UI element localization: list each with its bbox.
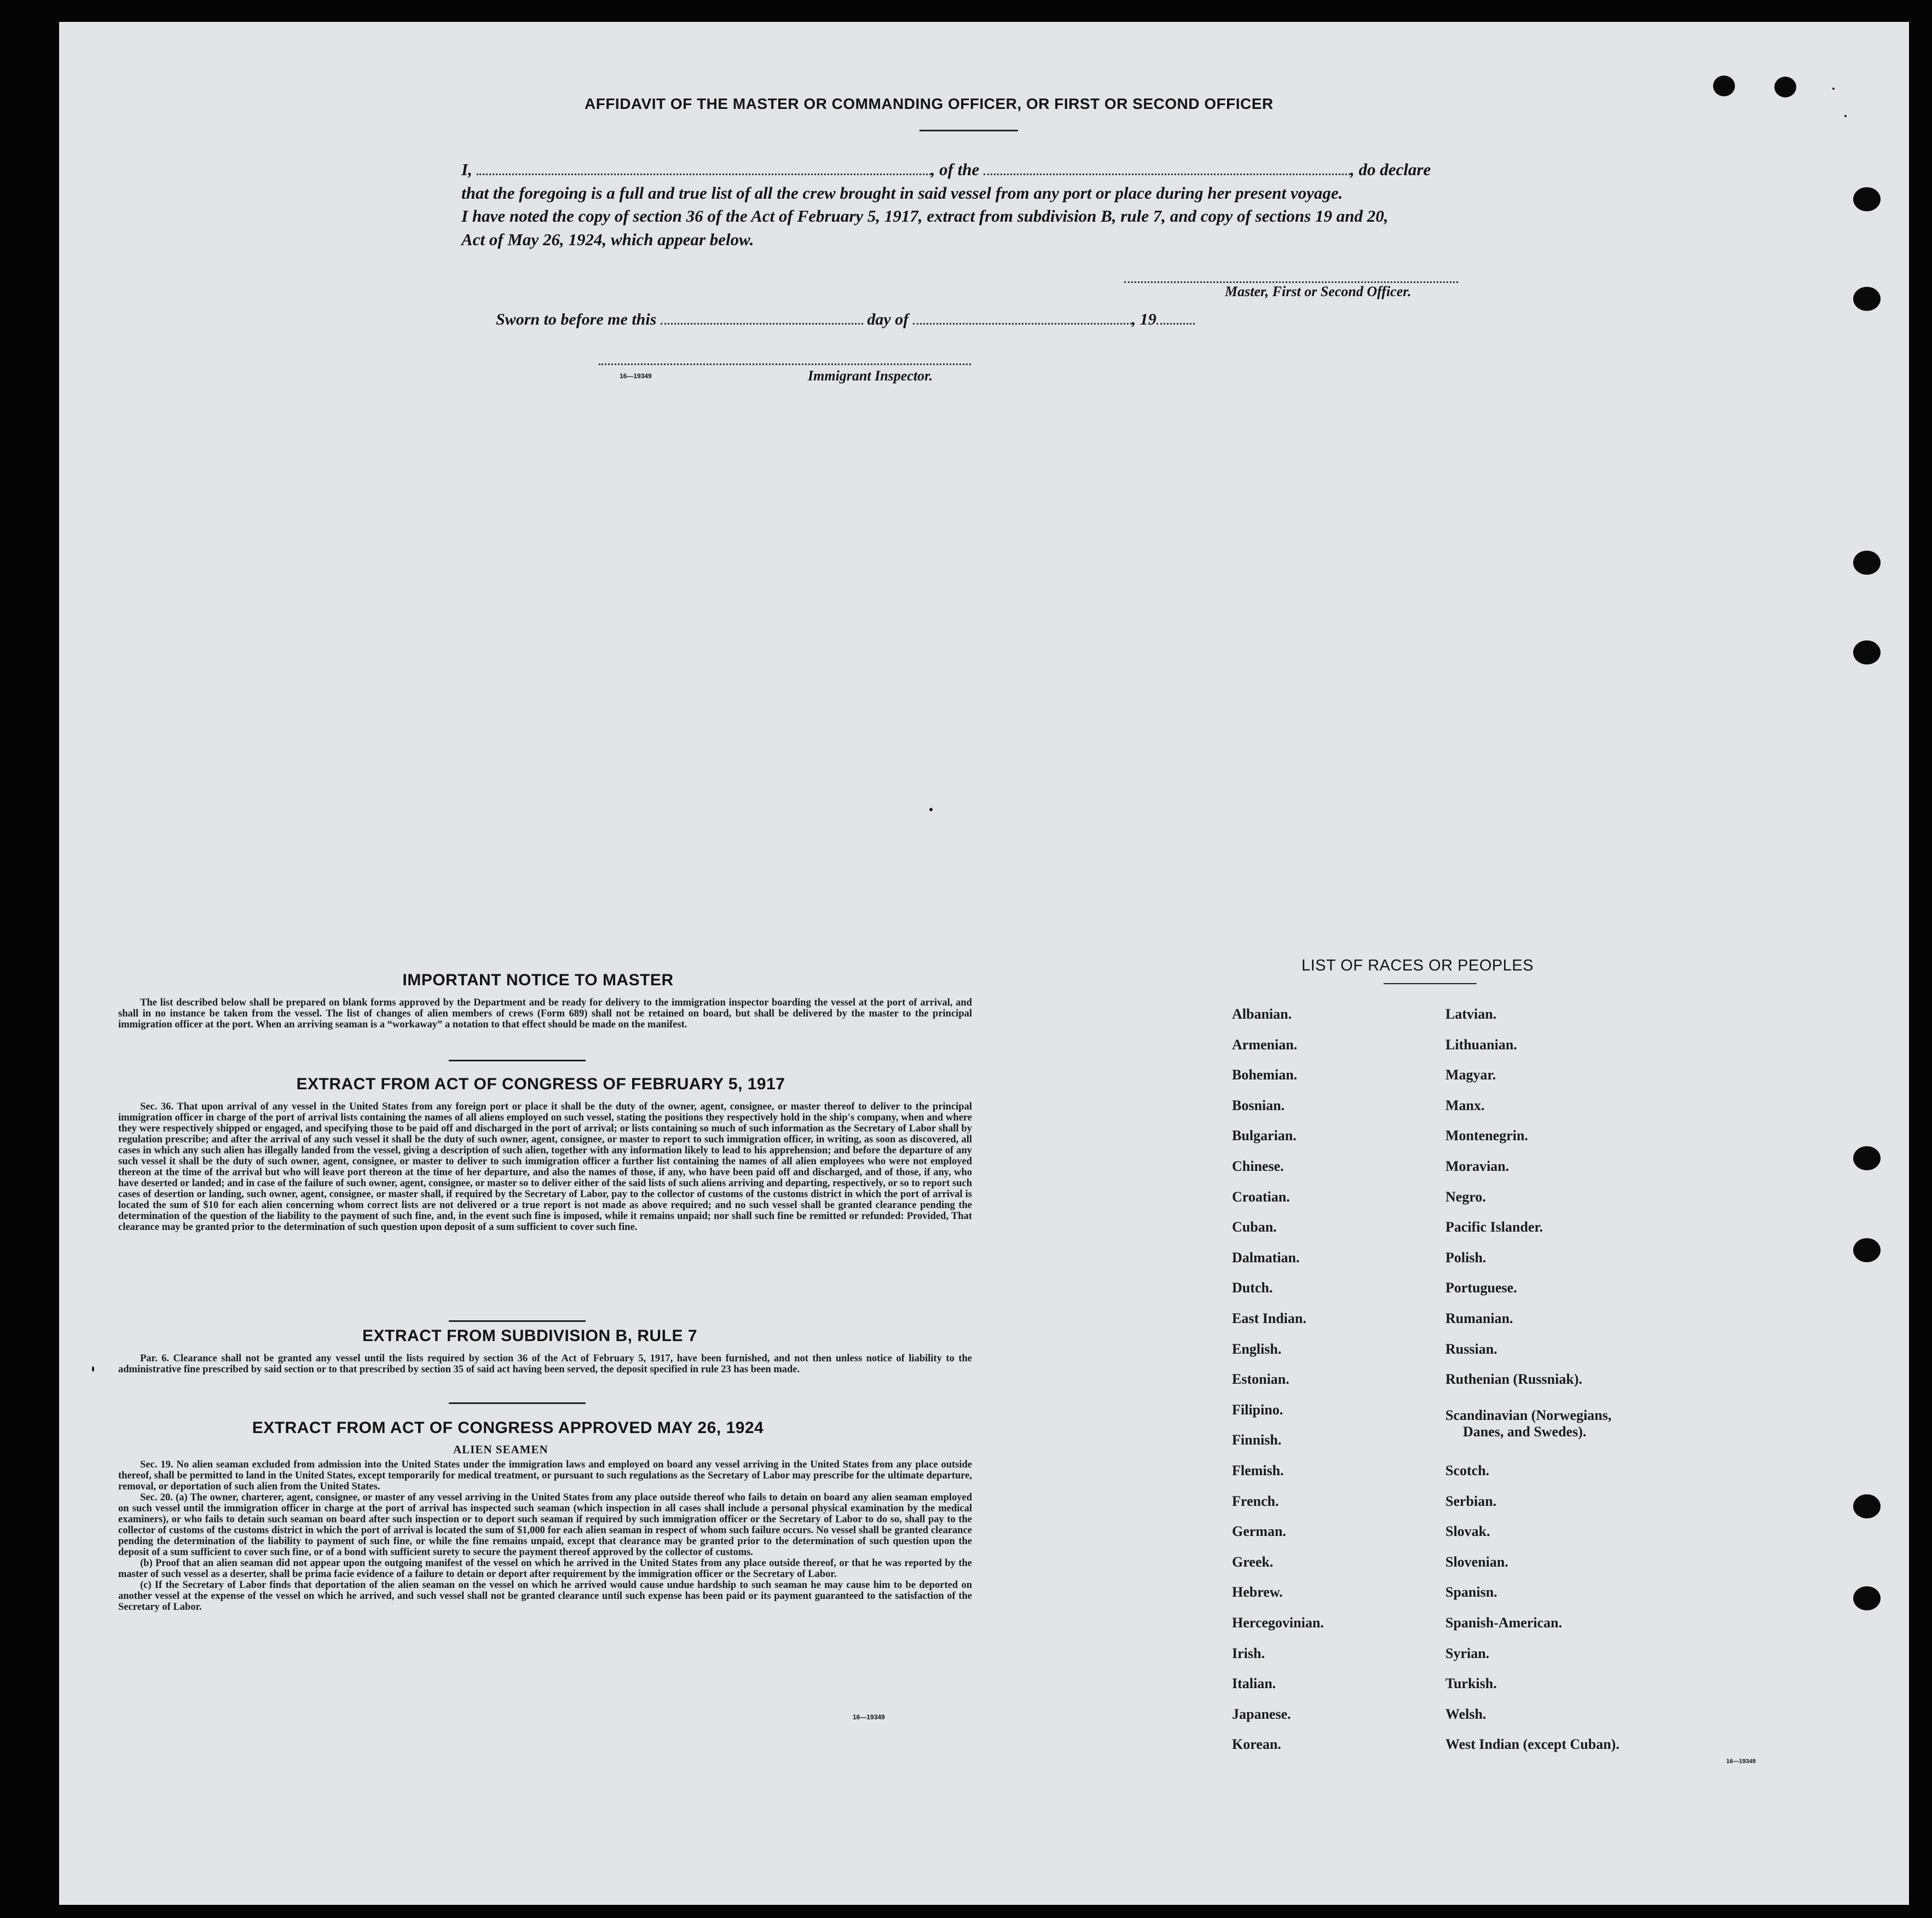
vessel-blank[interactable] — [984, 161, 1350, 175]
speck — [929, 808, 933, 811]
race-item: Portuguese. — [1445, 1280, 1517, 1296]
extract-form-number: 16—19349 — [853, 1713, 885, 1721]
binder-hole — [1853, 1146, 1881, 1170]
race-item: Lithuanian. — [1445, 1036, 1517, 1053]
notice-rule — [449, 1060, 586, 1061]
race-item: Russian. — [1445, 1341, 1497, 1357]
do-declare-label: , do declare — [1350, 160, 1431, 179]
race-item: Scotch. — [1445, 1463, 1490, 1478]
race-item: Syrian. — [1445, 1645, 1490, 1661]
race-item: Irish. — [1232, 1645, 1265, 1661]
binder-hole — [1853, 1238, 1881, 1262]
race-item: Finnish. — [1232, 1432, 1282, 1448]
race-item: Turkish. — [1445, 1676, 1497, 1692]
sec-20a-paragraph: Sec. 20. (a) The owner, charterer, agent, consignee, or master of any vessel arriving in the United States from any place outside thereof who fails to detain on board any alien seaman employed on such vessel until the immigration officer in charge at the port of arrival has inspected such seaman (which inspection in all cases shall include a personal physical examination by the medical examiners), or who fails to detain such seaman on board after such inspection or to deport such seaman if required by such immigration officer or the Secretary of Labor to do so, shall pay to the collector of customs of the customs district in which the port of arrival is located the sum of $1,000 for each alien seaman in respect of whom such failure occurs. No vessel shall be granted clearance pending the determination of the liability to payment of such fine, or while the fine remains unpaid, except that clearance may be granted prior to the determination of such question upon the deposit of a sum sufficient to cover such fine, or of a bond with sufficient surety to secure the payment thereof approved by the collector of customs. — [118, 1492, 972, 1558]
race-item: Hercegovinian. — [1232, 1615, 1324, 1631]
race-item: Manx. — [1445, 1097, 1485, 1113]
race-item: Korean. — [1232, 1736, 1281, 1753]
of-the-label: , of the — [930, 160, 980, 179]
race-item: Dutch. — [1232, 1280, 1273, 1296]
affidavit-line-3: I have noted the copy of section 36 of the Act of February 5, 1917, extract from subdivision B, rule 7, and copy of sections 19 and 20, — [461, 206, 1389, 226]
race-item: Hebrew. — [1232, 1584, 1283, 1601]
inspector-signature-line[interactable] — [599, 363, 971, 365]
speck — [1832, 88, 1835, 90]
race-item: Rumanian. — [1445, 1310, 1513, 1326]
sworn-month-blank[interactable] — [913, 311, 1132, 325]
race-item: Dalmatian. — [1232, 1249, 1300, 1266]
race-item: Pacific Islander. — [1445, 1219, 1543, 1235]
race-item: Filipino. — [1232, 1401, 1283, 1418]
race-item: Moravian. — [1445, 1158, 1509, 1174]
race-item: Greek. — [1232, 1553, 1274, 1570]
race-item: Armenian. — [1232, 1036, 1298, 1053]
race-item: Slovak. — [1445, 1523, 1490, 1540]
races-title: LIST OF RACES OR PEOPLES — [1302, 957, 1534, 974]
extract-1917-title: EXTRACT FROM ACT OF CONGRESS OF FEBRUARY 5, 1917 — [296, 1075, 785, 1093]
race-item: Estonian. — [1232, 1371, 1289, 1388]
sec-36-paragraph: Sec. 36. That upon arrival of any vessel in the United States from any foreign port or place it shall be the duty of the owner, agent, consignee, or master thereof to deliver to the principal immigration officer in charge of the port of arrival lists containing the names of all aliens employed on such vessel, stating the positions they respectively hold in the ship's company, when and where they were respectively shipped or engaged, and specifying those to be paid off and discharged in the port of arrival; or lists containing so much of such information as the Secretary of Labor shall by regulation prescribe; and after the arrival of any such vessel it shall be the duty of such owner, agent, consignee, or master to report to such immigration officer, in writing, as soon as discovered, all cases in which any such alien has illegally landed from the vessel, giving a description of such alien, together with any information likely to lead to his apprehension; and before the departure of any such vessel it shall be the duty of such owner, agent, consignee, or master to deliver to such immigration officer a further list containing the names of all alien employees who were not employed thereon at the time of the arrival but who will leave port thereon at the time of her departure, and also the names of those, if any, who have been paid off and discharged, and of those, if any, who have deserted or landed; and in case of the failure of such owner, agent, consignee, or master so to deliver either of the said lists of such aliens arriving and departing, respectively, or so to report such cases of desertion or landing, such owner, agent, consignee, or master shall, if required by the Secretary of Labor, pay to the collector of customs of the customs district in which the port of arrival is located the sum of $10 for each alien concerning whom correct lists are not delivered or a true report is not made as above required; and no such vessel shall be granted clearance pending the determination of the question of the liability to the payment of such fine, and, in the event such fine is imposed, while it remains unpaid; nor shall such fine be remitted or refunded: Provided, That clearance may be granted prior to the determination of such question upon deposit of a sum sufficient to cover such fine. — [118, 1101, 972, 1233]
race-item: Bosnian. — [1232, 1097, 1285, 1113]
binder-hole — [1774, 77, 1796, 97]
race-item: German. — [1232, 1523, 1286, 1540]
race-item: Spanish-American. — [1445, 1615, 1563, 1631]
race-item: Cuban. — [1232, 1219, 1277, 1235]
race-item: French. — [1232, 1493, 1279, 1509]
race-item: English. — [1232, 1341, 1282, 1357]
speck — [92, 1366, 94, 1372]
rule-7-title: EXTRACT FROM SUBDIVISION B, RULE 7 — [362, 1327, 698, 1345]
master-signature-label: Master, First or Second Officer. — [1225, 284, 1412, 299]
race-item: Welsh. — [1445, 1706, 1486, 1722]
alien-seamen-subtitle: ALIEN SEAMEN — [453, 1443, 548, 1456]
extract-1917-rule — [449, 1320, 586, 1322]
sec-20b-paragraph: (b) Proof that an alien seaman did not appear upon the outgoing manifest of the vessel on which he arrived in the United States from any place outside thereof, or that he was reported by the master of such vessel as a deserter, shall be prima facie evidence of a failure to detain or deport after requirement by the immigration officer or the Secretary of Labor. — [118, 1558, 972, 1580]
race-item: Croatian. — [1232, 1188, 1290, 1205]
race-item: Albanian. — [1232, 1006, 1292, 1022]
extract-1924-title: EXTRACT FROM ACT OF CONGRESS APPROVED MAY 26, 1924 — [252, 1419, 764, 1437]
binder-hole — [1853, 187, 1881, 211]
race-item: Polish. — [1445, 1249, 1486, 1266]
extract-1924-text — [118, 1459, 972, 1613]
speck — [1844, 115, 1847, 117]
notice-paragraph: The list described below shall be prepared on blank forms approved by the Department and be ready for delivery to the immigration inspector boarding the vessel at the port of arrival, and shall in no instance be taken from the vessel. The list of changes of alien members of crews (Form 689) shall not be retained on board, but shall be delivered by the master to the principal immigration officer at the port. When an arriving seaman is a “workaway” a notation to that effect should be made on the manifest. — [118, 997, 972, 1030]
affidavit-i: I, — [461, 160, 472, 179]
extract-1917-text — [118, 1101, 972, 1233]
day-of-label: day of — [867, 310, 909, 328]
master-signature-line[interactable] — [1124, 281, 1458, 283]
notice-title: IMPORTANT NOTICE TO MASTER — [402, 971, 674, 989]
rule-7-rule — [449, 1402, 586, 1404]
race-item: Negro. — [1445, 1188, 1486, 1205]
race-item: Italian. — [1232, 1676, 1276, 1692]
affidavit-line-4: Act of May 26, 1924, which appear below. — [461, 230, 754, 249]
binder-hole — [1713, 76, 1735, 96]
race-item: Scandinavian (Norwegians, — [1445, 1407, 1612, 1423]
sec-20c-paragraph: (c) If the Secretary of Labor finds that deportation of the alien seaman on the vessel on which he arrived would cause undue hardship to such seaman he may cause him to be deported on another vessel at the expense of the vessel on which he arrived, and such vessel shall not be granted clearance until such expense has been paid or its payment guaranteed to the satisfaction of the Secretary of Labor. — [118, 1580, 972, 1613]
binder-hole — [1853, 1494, 1881, 1518]
sworn-line — [496, 309, 1195, 331]
inspector-signature-label: Immigrant Inspector. — [808, 368, 933, 384]
binder-hole — [1853, 287, 1881, 311]
race-item: Magyar. — [1445, 1067, 1496, 1083]
races-title-rule — [1384, 983, 1477, 984]
race-item: Bohemian. — [1232, 1067, 1298, 1083]
affidavit-title-rule — [919, 130, 1018, 131]
race-item: Japanese. — [1232, 1706, 1291, 1722]
binder-hole — [1853, 551, 1881, 575]
sec-19-paragraph: Sec. 19. No alien seaman excluded from admission into the United States under the immigration laws and employed on board any vessel arriving in the United States from any place outside thereof, shall be permitted to land in the United States, except temporarily for medical treatment, or pursuant to such regulations as the Secretary of Labor may prescribe for the ultimate departure, removal, or deportation of such alien from the United States. — [118, 1459, 972, 1492]
affidavit-line-1 — [461, 159, 1431, 181]
race-item: Serbian. — [1445, 1493, 1497, 1509]
sworn-year-blank[interactable] — [1156, 311, 1195, 325]
race-item: Spanisn. — [1445, 1584, 1497, 1601]
affidavit-title: AFFIDAVIT OF THE MASTER OR COMMANDING OFFICER, OR FIRST OR SECOND OFFICER — [585, 95, 1274, 112]
race-item: Ruthenian (Russniak). — [1445, 1371, 1582, 1388]
binder-hole — [1853, 1586, 1881, 1610]
affidavit-form-number: 16—19349 — [620, 372, 652, 380]
race-item: Chinese. — [1232, 1158, 1284, 1174]
notice-text — [118, 997, 972, 1030]
race-item: East Indian. — [1232, 1310, 1306, 1326]
race-item: Slovenian. — [1445, 1553, 1508, 1570]
sworn-day-blank[interactable] — [661, 311, 863, 325]
par-6-paragraph: Par. 6. Clearance shall not be granted any vessel until the lists required by section 36 of the Act of February 5, 1917, have been furnished, and not then unless notice of liability to the administrative fine prescribed by said section or to that prescribed by section 35 of said act having been served, the deposit specified in rule 23 has been made. — [118, 1353, 972, 1375]
name-blank[interactable] — [477, 161, 931, 175]
race-item: West Indian (except Cuban). — [1445, 1736, 1619, 1753]
rule-7-text — [118, 1353, 972, 1375]
races-form-number: 16—19349 — [1726, 1758, 1756, 1765]
race-item: Montenegrin. — [1445, 1128, 1528, 1144]
race-item: Bulgarian. — [1232, 1128, 1297, 1144]
document-page — [59, 22, 1909, 1905]
binder-hole — [1853, 640, 1881, 665]
race-item-continuation: Danes, and Swedes). — [1463, 1423, 1587, 1440]
sworn-label: Sworn to before me this — [496, 310, 657, 328]
race-item: Latvian. — [1445, 1006, 1497, 1022]
race-item: Flemish. — [1232, 1463, 1284, 1478]
year-label: , 19 — [1131, 310, 1156, 328]
affidavit-line-2: that the foregoing is a full and true list of all the crew brought in said vessel from any port or place during her present voyage. — [461, 183, 1343, 203]
